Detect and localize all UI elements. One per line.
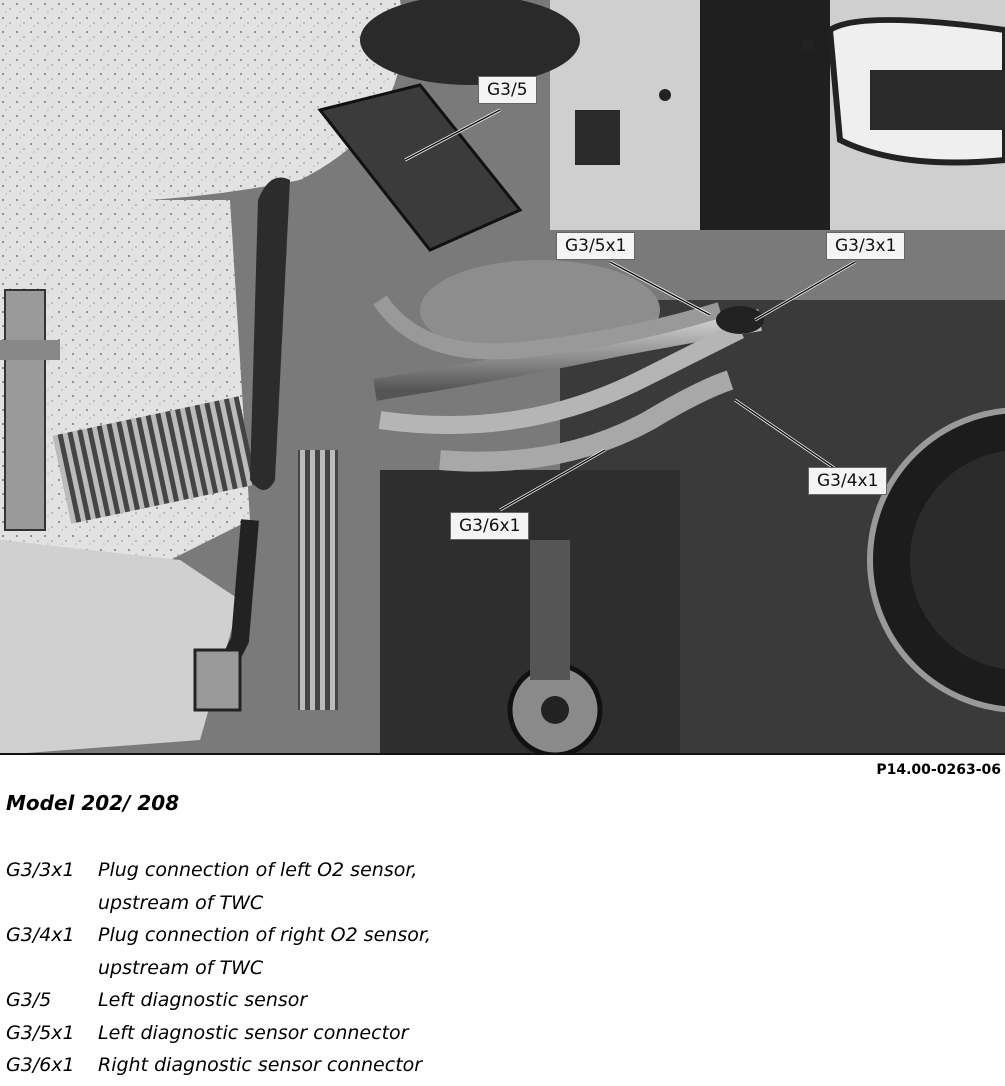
legend-code: G3/6x1 [6, 1054, 75, 1076]
legend-row [6, 984, 606, 1017]
legend-row [6, 1049, 606, 1082]
callout-g3-4x1: G3/4x1 [808, 467, 887, 495]
legend-code: G3/3x1 [6, 859, 75, 881]
legend-row [6, 919, 606, 984]
legend-description: Plug connection of left O2 sensor, upstream of TWC [98, 859, 418, 914]
callout-g3-3x1: G3/3x1 [826, 232, 905, 260]
callout-g3-5: G3/5 [478, 76, 537, 104]
legend [6, 854, 606, 1082]
legend-description: Right diagnostic sensor connector [98, 1054, 423, 1076]
legend-description: Left diagnostic sensor connector [98, 1021, 409, 1044]
callout-g3-6x1: G3/6x1 [450, 512, 529, 540]
legend-code: G3/5x1 [6, 1021, 75, 1044]
legend-code: G3/5 [6, 989, 52, 1011]
legend-description: Plug connection of right O2 sensor, upstream of TWC [98, 924, 431, 979]
callout-g3-5x1: G3/5x1 [556, 232, 635, 260]
legend-code: G3/4x1 [6, 924, 75, 946]
model-heading: Model 202/ 208 [6, 791, 180, 815]
legend-row [6, 1017, 606, 1050]
legend-row [6, 854, 606, 919]
legend-description: Left diagnostic sensor [98, 989, 308, 1011]
figure-code: P14.00-0263-06 [876, 762, 1001, 778]
